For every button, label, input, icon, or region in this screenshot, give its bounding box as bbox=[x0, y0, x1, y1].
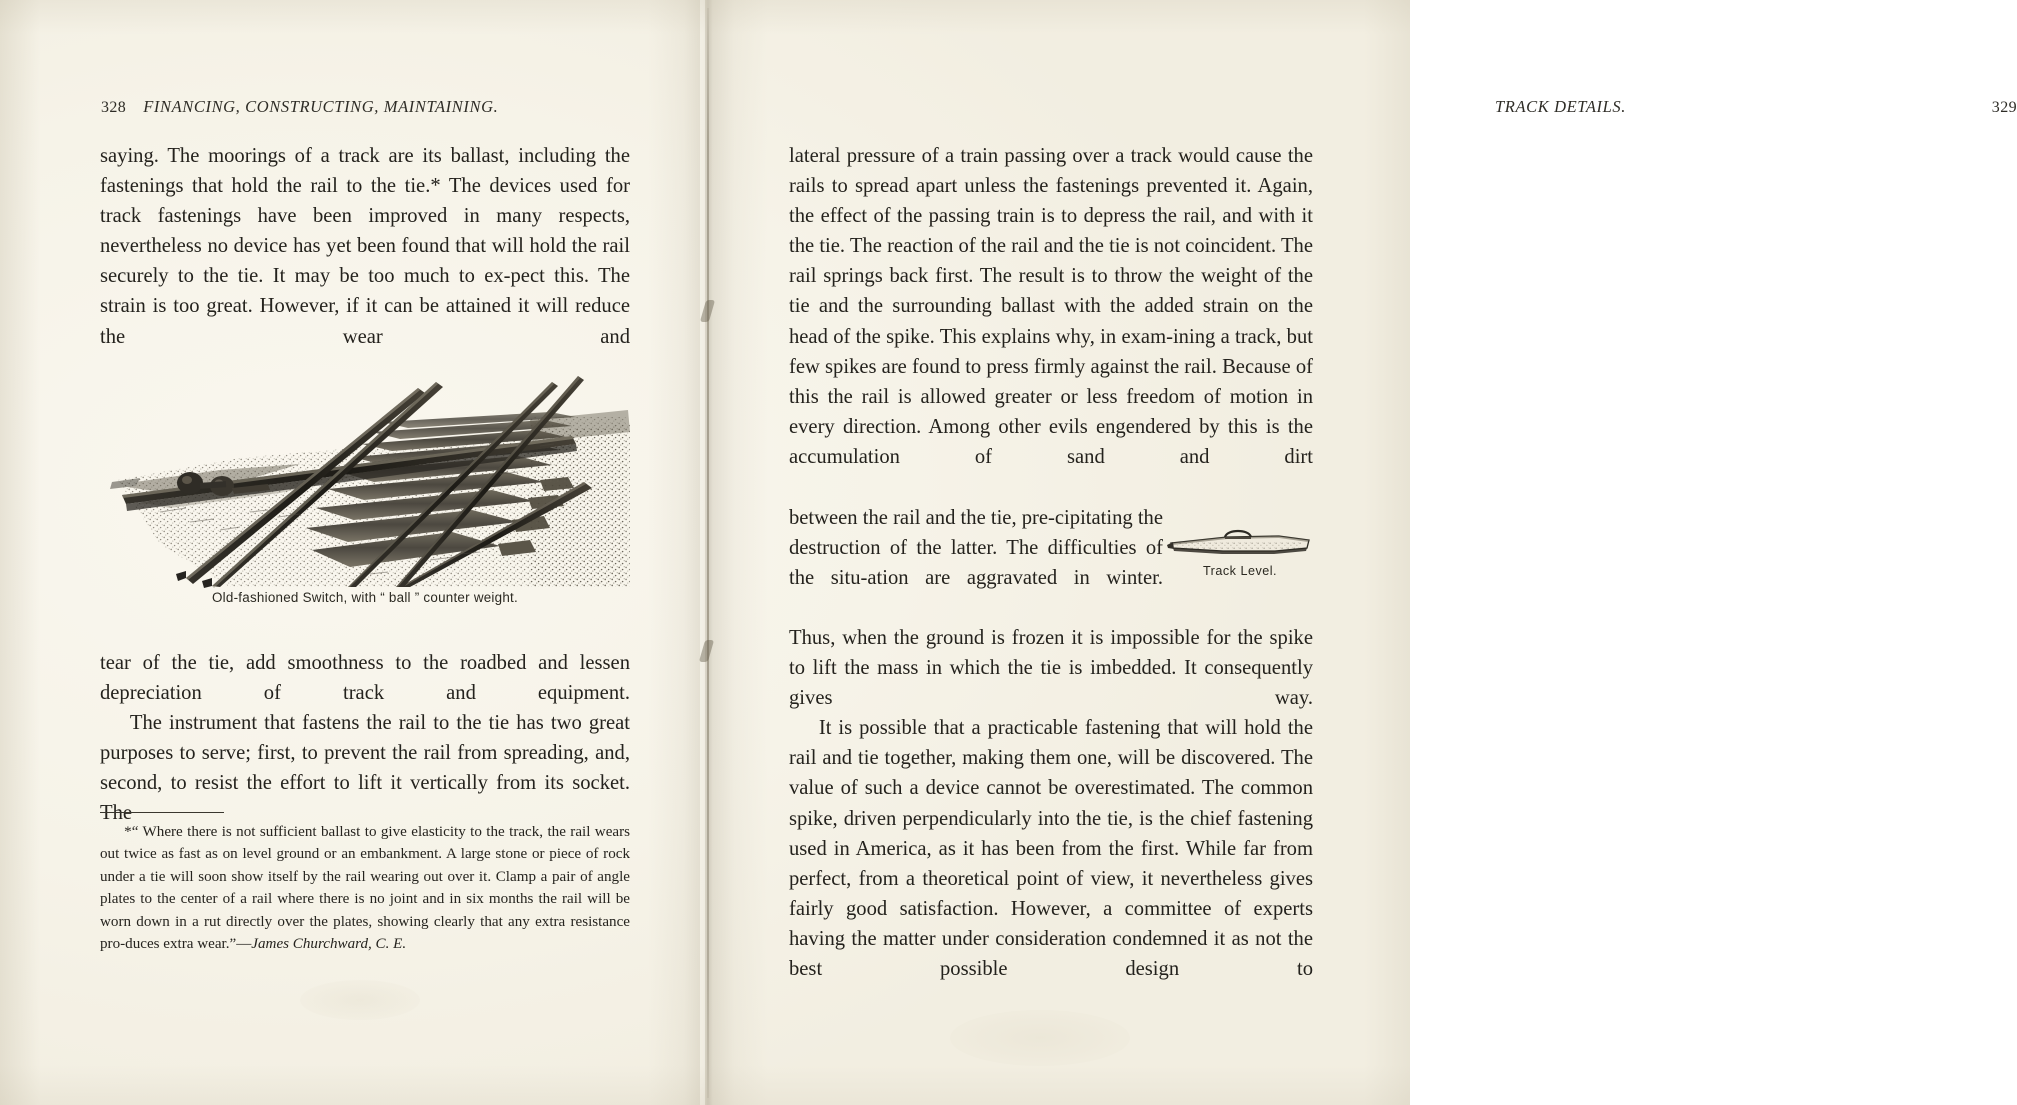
figure-old-fashioned-switch bbox=[100, 362, 630, 614]
right-column-text-lower bbox=[789, 623, 1313, 984]
right-running-head bbox=[1495, 97, 2017, 119]
paragraph-wrapped-around-figure: between the rail and the tie, pre-cipitating the destruction of the latter. The difficulties of the situ-ation are aggravated in winter. bbox=[789, 507, 1163, 590]
footnote-body: *“ Where there is not sufficient ballast to give elasticity to the track, the rail wears out twice as fast as on level ground or an embankment. A large stone or piece of rock under a tie will soon show itself by the rail wearing out over it. Clamp a pair of angle plates to the center of a rail where there is no joint and in six months the rail will be worn down in a rut directly over the plates, showing clearly that any extra resistance pro-duces extra wear.”— bbox=[100, 824, 630, 953]
figure-track-level bbox=[1167, 527, 1313, 589]
paragraph-frozen-ground: Thus, when the ground is frozen it is impossible for the spike to lift the mass in which the tie is imbedded. It consequently gives way. bbox=[789, 627, 1313, 710]
left-column-top-text bbox=[100, 141, 630, 352]
right-column-text-upper bbox=[789, 141, 1313, 472]
footnote-attribution: James Churchward, C. E. bbox=[251, 936, 407, 953]
footnote-text bbox=[100, 821, 630, 955]
footnote-rule bbox=[100, 812, 224, 813]
left-running-head-title: FINANCING, CONSTRUCTING, MAINTAINING. bbox=[143, 97, 499, 116]
right-ballast-shoulder bbox=[530, 410, 630, 587]
paragraph-lateral-pressure: lateral pressure of a train passing over a track would cause the rails to spread apart unless the fastenings prevented it. Again, the effect of the passing train is to depress the rail, and with it the tie. The reaction of the rail and the tie is not coincident. The rail springs back first. The result is to throw the weight of the tie and the surrounding ballast with the added strain on the head of the spike. This explains why, in exam-ining a track, but few spikes are found to press firmly against the rail. Because of this the rail is allowed greater or less freedom of motion in every direction. Among other evils engendered by this is the accumulation of sand and dirt bbox=[789, 145, 1313, 468]
right-folio: 329 bbox=[1991, 99, 2017, 116]
track-level-engraving bbox=[1167, 527, 1313, 560]
footnote-block bbox=[100, 812, 630, 955]
paragraph-continued: saying. The moorings of a track are its ballast, including the fastenings that hold the rail to the tie.* The devices used for track fastenings have been improved in many respects, nevertheless no device has yet been found that will hold the rail securely to the tie. It may be too much to ex-pect this. The strain is too great. However, if it can be attained it will reduce the wear and bbox=[100, 145, 630, 348]
left-running-head bbox=[101, 97, 641, 119]
left-page bbox=[0, 0, 706, 1105]
right-column-text-wrapped bbox=[789, 503, 1163, 593]
right-running-head-title: TRACK DETAILS. bbox=[1495, 97, 1626, 116]
paragraph-practicable-fastening: It is possible that a practicable fastening that will hold the rail and tie together, making them one, will be discovered. The value of such a device cannot be overestimated. The common spike, driven perpendicularly into the tie, is the chief fastening used in America, as it has been from the first. While far from perfect, from a theoretical point of view, it nevertheless gives fairly good satisfaction. However, a committee of experts having the matter under consideration condemned it as not the best possible design to bbox=[789, 717, 1313, 981]
figure-caption-track-level: Track Level. bbox=[1202, 564, 1278, 578]
figure-caption-switch: Old-fashioned Switch, with “ ball ” counter weight. bbox=[212, 590, 518, 605]
old-fashioned-switch-engraving bbox=[100, 362, 630, 587]
paragraph-continued-bottom: tear of the tie, add smoothness to the roadbed and lessen depreciation of track and equipment. bbox=[100, 652, 630, 705]
left-folio: 328 bbox=[101, 99, 127, 116]
paragraph-instrument: The instrument that fastens the rail to the tie has two great purposes to serve; first, to prevent the rail from spreading, and, second, to resist the effort to lift it vertically from its socket. The bbox=[100, 712, 630, 825]
left-column-bottom-text bbox=[100, 648, 630, 829]
